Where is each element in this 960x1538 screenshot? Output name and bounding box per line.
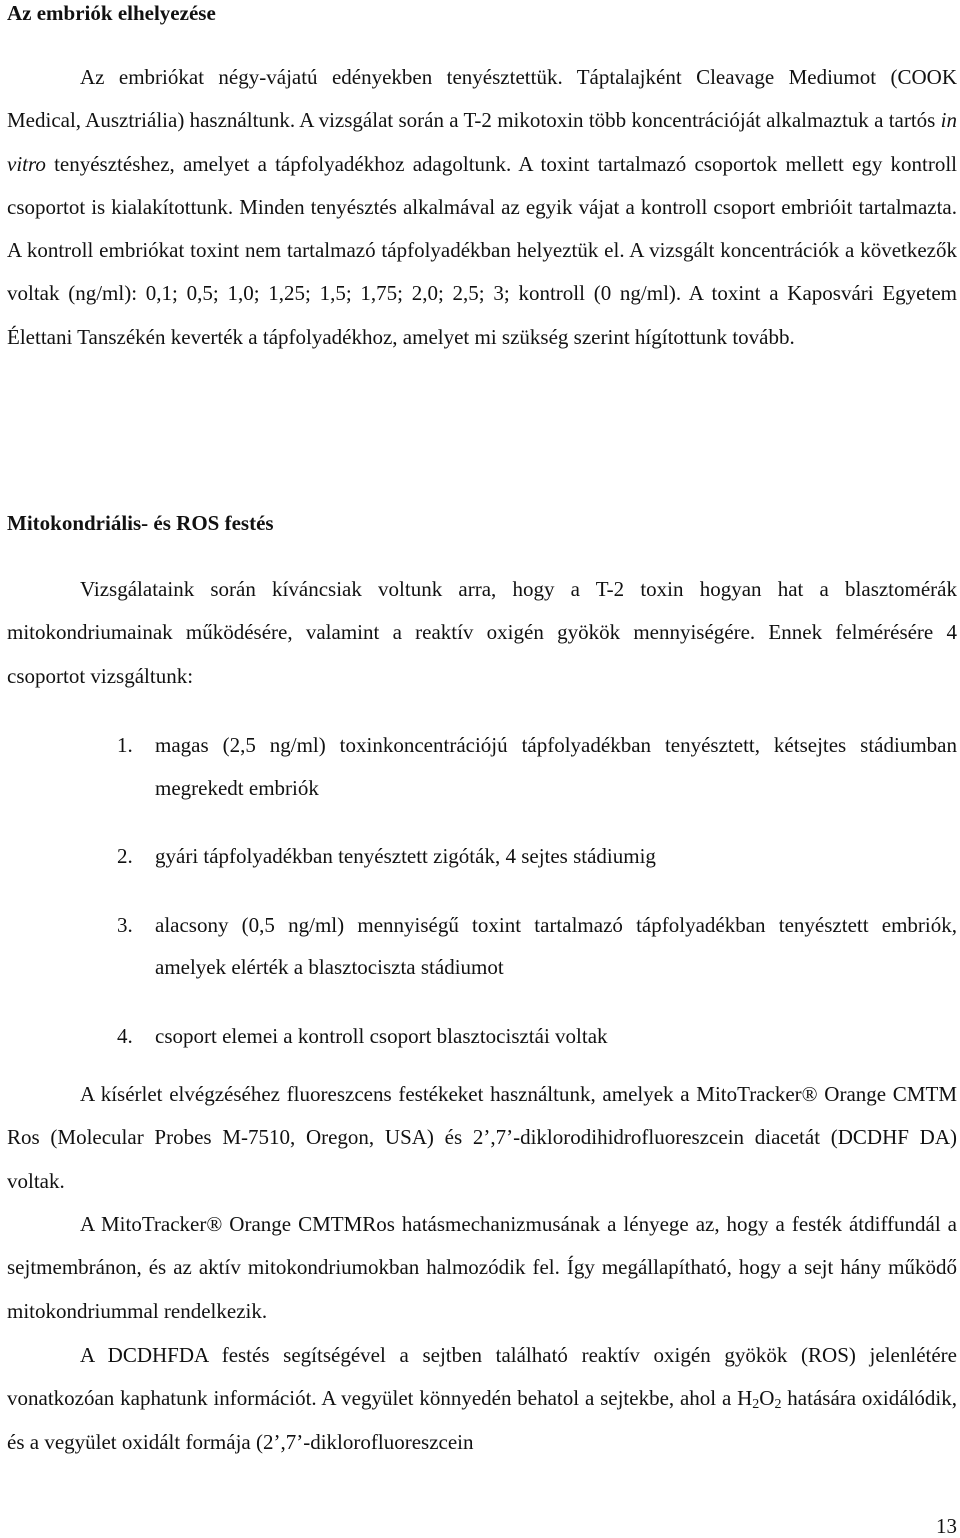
paragraph-intro: Vizsgálataink során kíváncsiak voltunk arra, hogy a T-2 toxin hogyan hat a blasztomérák mitokondriumainak működésére, valamint a reaktív oxigén gyökök mennyiségére. Ennek felmérésére 4 csoportot vizsgáltunk: xyxy=(7,577,957,688)
subscript: 2 xyxy=(752,1397,760,1413)
list-item-number: 4. xyxy=(117,1023,133,1048)
list-item-text: magas (2,5 ng/ml) toxinkoncentrációjú tápfolyadékban tenyésztett, kétsejtes stádiumban megrekedt embriók xyxy=(155,733,957,800)
list-item-text: alacsony (0,5 ng/ml) mennyiségű toxint tartalmazó tápfolyadékban tenyésztett embriók, amelyek elérték a blasztociszta stádiumot xyxy=(155,912,957,979)
section-heading-embryo-placement: Az embriók elhelyezése xyxy=(7,1,216,25)
list-item-text: gyári tápfolyadékban tenyésztett zigóták, 4 sejtes stádiumig xyxy=(155,844,656,868)
paragraph-text: Az embriókat négy-vájatú edényekben tenyésztettük. Táptalajként Cleavage Mediumot (COOK Medical, Ausztriália) használtunk. A vizsgálat során a T-2 mikotoxin több koncentrációját alkalmaztuk a tartós xyxy=(7,65,957,133)
list-item-number: 1. xyxy=(117,733,133,757)
list-item xyxy=(117,1015,957,1058)
paragraph-mitotracker: A MitoTracker® Orange CMTMRos hatásmechanizmusának a lényege az, hogy a festék átdiffundál a sejtmembránon, és az aktív mitokondriumokban halmozódik fel. Így megállapítható, hogy a sejt hány működő mitokondriummal rendelkezik. xyxy=(7,1212,957,1323)
paragraph-text: A DCDHFDA festés segítségével a sejtben található reaktív oxigén gyökök (ROS) jelenlétére vonatkozóan kaphatunk információt. A vegyület könnyedén behatol a sejtekbe, ahol a H xyxy=(7,1343,957,1411)
page-number: 13 xyxy=(936,1514,957,1538)
list-item xyxy=(117,835,957,878)
subscript: 2 xyxy=(774,1397,782,1413)
group-list xyxy=(117,724,957,1057)
list-item-number: 3. xyxy=(117,912,133,937)
paragraph-dyes: A kísérlet elvégzéséhez fluoreszcens festékeket használtunk, amelyek a MitoTracker® Orange CMTM Ros (Molecular Probes M-7510, Oregon, USA) és 2’,7’-diklorodihidrofluoreszcein diacetát (DCDHF DA) voltak. xyxy=(7,1082,957,1193)
list-item-number: 2. xyxy=(117,844,133,868)
paragraph-text: hatására oxidálódik, és a vegyület oxidált formája (2’,7’-diklorofluoreszcein xyxy=(7,1386,957,1454)
list-item xyxy=(117,724,957,809)
paragraph-text: tenyésztéshez, amelyet a tápfolyadékhoz adagoltunk. A toxint tartalmazó csoportok mellett egy kontroll csoportot is kialakítottunk. Minden tenyésztés alkalmával az egyik vájat a kontroll csoport embrióit tartalmazta. A kontroll embriókat toxint nem tartalmazó tápfolyadékban helyeztük el. A vizsgált koncentrációk a következők voltak (ng/ml): 0,1; 0,5; 1,0; 1,25; 1,5; 1,75; 2,0; 2,5; 3; kontroll (0 ng/ml). A toxint a Kaposvári Egyetem Élettani Tanszékén keverték a tápfolyadékhoz, amelyet mi szükség szerint hígítottunk tovább. xyxy=(7,151,957,349)
list-item-text: csoport elemei a kontroll csoport blasztocisztái voltak xyxy=(155,1023,608,1048)
paragraph-embryo-placement xyxy=(7,56,957,359)
paragraph-dcdhfda xyxy=(7,1334,957,1464)
paragraph-text: O xyxy=(759,1386,775,1411)
list-item xyxy=(117,904,957,989)
section-heading-mito-ros: Mitokondriális- és ROS festés xyxy=(7,511,274,535)
italic-term: in vitro xyxy=(7,108,957,176)
